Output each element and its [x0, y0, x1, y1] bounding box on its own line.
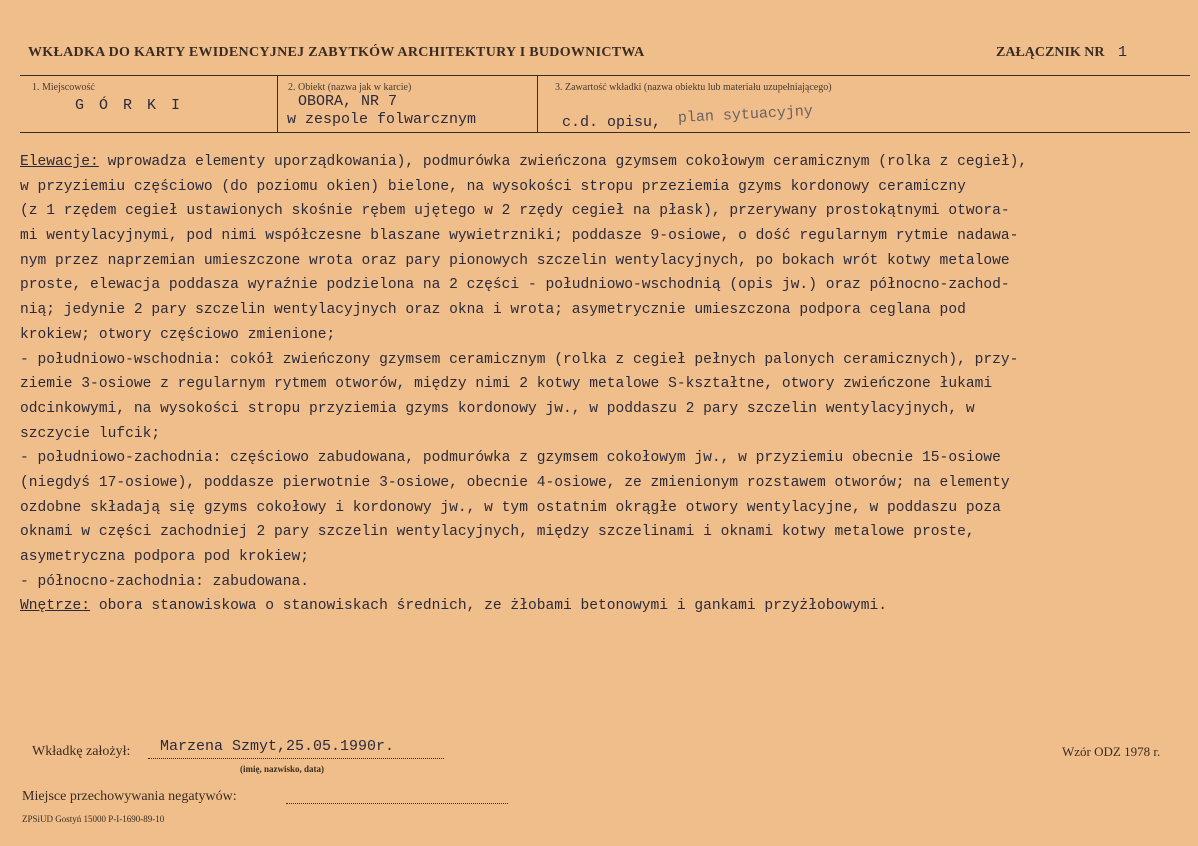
body-line: (z 1 rzędem cegieł ustawionych skośnie rębem ujętego w 2 rzędy cegieł na płask), przerywany prostokątnymi otwora-	[20, 203, 1010, 220]
locality-value: G Ó R K I	[75, 97, 184, 114]
body-line: odcinkowymi, na wysokości stropu przyziemia gzyms kordonowy jw., w poddaszu 2 pary szczelin wentylacyjnych, w	[20, 400, 975, 417]
interior-heading: Wnętrze:	[20, 598, 91, 615]
object-label: 2. Obiekt (nazwa jak w karcie)	[288, 82, 412, 93]
body-line: (niegdyś 17-osiowe), poddasze pierwotnie 3-osiowe, obecnie 4-osiowe, ze zmienionym rozstawem otworów; na elementy	[20, 474, 1010, 491]
body-line: oknami w części zachodniej 2 pary szczelin wentylacyjnych, między szczelinami i oknami kotwy metalowe proste,	[20, 524, 975, 541]
content-value-typed: c.d. opisu,	[562, 114, 662, 131]
field-divider-1	[277, 75, 278, 132]
header-top-rule	[20, 75, 1190, 76]
body-line: krokiew; otwory częściowo zmienione;	[20, 326, 336, 343]
object-value-line2: w zespole folwarcznym	[287, 111, 477, 128]
printer-note: ZPSiUD Gostyń 15000 P-I-1690-89-10	[22, 814, 165, 824]
body-line: - południowo-zachodnia: częściowo zabudowana, podmurówka z gzymsem cokołowym jw., w przyziemiu obecnie 15-osiowe	[20, 450, 1001, 467]
body-line: ozdobne składają się gzyms cokołowy i kordonowy jw., w tym ostatnim okrągłe otwory wentylacyjne, w poddaszu poza	[20, 499, 1001, 516]
content-label: 3. Zawartość wkładki (nazwa obiektu lub materiału uzupełniającego)	[555, 82, 832, 93]
form-version: Wzór ODZ 1978 r.	[1062, 744, 1161, 759]
header-bottom-rule	[20, 132, 1190, 133]
body-line: Wnętrze: obora stanowiskowa o stanowiskach średnich, ze żłobami betonowymi i gankami przyżłobowymi.	[20, 598, 888, 615]
negatives-location-label: Miejsce przechowywania negatywów:	[22, 789, 237, 804]
body-line: w przyziemiu częściowo (do poziomu okien) bielone, na wysokości stropu przeziemia gzyms kordonowy ceramiczny	[20, 178, 966, 195]
body-line: - północno-zachodnia: zabudowana.	[20, 573, 310, 590]
content-value-handwritten: plan sytuacyjny	[677, 102, 814, 127]
body-line: ziemie 3-osiowe z regularnym rytmem otworów, między nimi 2 kotwy metalowe S-kształtne, otwory zwieńczone łukami	[20, 376, 993, 393]
body-line: mi wentylacyjnymi, pod nimi współczesne blaszane wywietrzniki; poddasze 9-osiowe, o dość regularnym rytmie nadawa-	[20, 228, 1019, 245]
created-by-value: Marzena Szmyt,25.05.1990r.	[160, 738, 395, 755]
locality-label: 1. Miejscowość	[32, 82, 95, 93]
appendix-label: ZAŁĄCZNIK NR	[996, 45, 1105, 60]
elevations-heading: Elewacje:	[20, 154, 99, 170]
form-title: WKŁADKA DO KARTY EWIDENCYJNEJ ZABYTKÓW ARCHITEKTURY I BUDOWNICTWA	[28, 45, 645, 60]
object-value-line1: OBORA, NR 7	[298, 93, 398, 110]
body-line: nym przez naprzemian umieszczone wrota oraz pary pionowych szczelin wentylacyjnych, po bokach wrót kotwy metalowe	[20, 252, 1010, 269]
appendix-number: 1	[1118, 44, 1128, 61]
body-line: szczycie lufcik;	[20, 425, 161, 442]
body-line: proste, elewacja poddasza wyraźnie podzielona na 2 części - południowo-wschodnią (opis jw.) oraz północno-zachod-	[20, 277, 1010, 294]
field-divider-2	[537, 75, 538, 132]
created-by-dotted-line	[148, 758, 444, 759]
body-line: nią; jedynie 2 pary szczelin wentylacyjnych oraz okna i wrota; asymetrycznie umieszczona podpora ceglana pod	[20, 302, 966, 319]
description-body	[20, 150, 1190, 619]
body-line: - południowo-wschodnia: cokół zwieńczony gzymsem ceramicznym (rolka z cegieł pełnych palonych ceramicznych), przy-	[20, 351, 1019, 368]
created-by-hint: (imię, nazwisko, data)	[240, 764, 324, 774]
body-line: Elewacje: wprowadza elementy uporządkowania), podmurówka zwieńczona gzymsem cokołowym ceramicznym (rolka z cegieł),	[20, 154, 1028, 170]
body-line: asymetryczna podpora pod krokiew;	[20, 549, 310, 565]
negatives-location-dotted-line	[286, 803, 508, 804]
created-by-label: Wkładkę założył:	[32, 744, 131, 759]
